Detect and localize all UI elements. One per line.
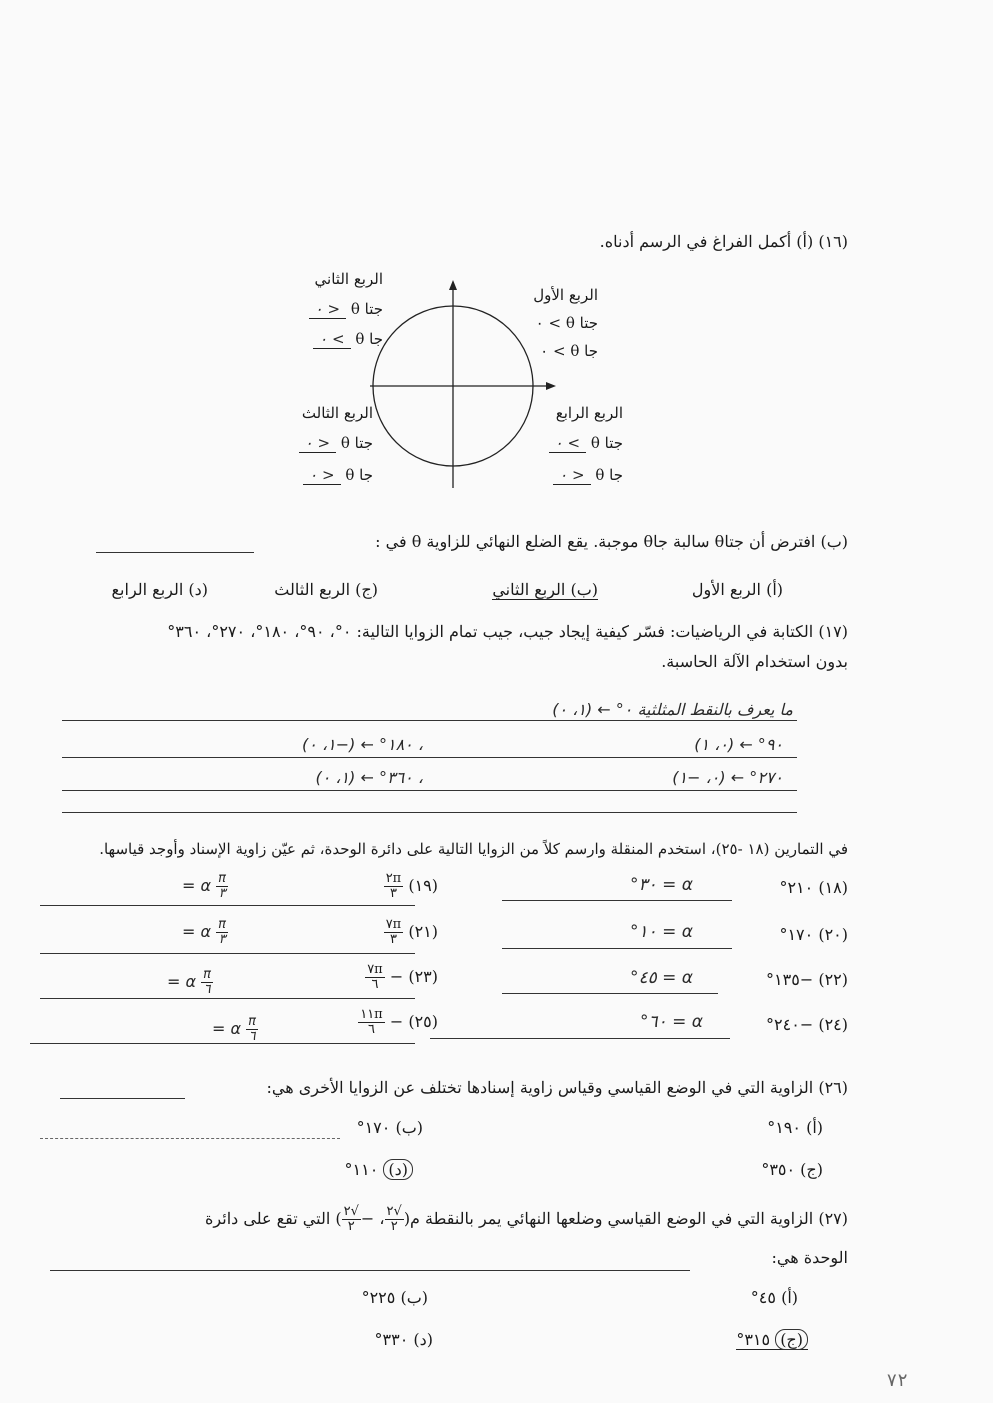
q27-option-b: (ب) ٢٢٥° (361, 1288, 428, 1307)
exercises-intro: في التمارين (١٨ -٢٥)، استخدم المنقلة وارسم كلاً من الزوايا التالية على دائرة الوحدة، ثم عيّن زاوية الإسناد وأوجد قياسها. (99, 840, 848, 858)
quadrant-third-cos: جتا θ < ٠ (299, 434, 373, 452)
q27-option-d: (د) ٣٣٠° (374, 1330, 433, 1349)
quadrant-fourth-sin: جا θ < ٠ (549, 466, 623, 484)
quadrant-fourth-title: الربع الرابع (555, 404, 623, 422)
q17-handwritten-2b: ، ١٨٠° ← (−١، ٠) (302, 735, 423, 754)
ex20-answer: α = ١٠° (629, 922, 693, 942)
q26-dashed-line (40, 1138, 340, 1139)
q16-option-b: (ب) الربع الثاني (492, 580, 598, 599)
y-axis-arrow (449, 280, 457, 290)
quadrant-first-cos: جتا θ > ٠ (535, 314, 598, 332)
ex19-line (40, 905, 415, 906)
q17-handwritten-3b: ، ٣٦٠° ← (١، ٠) (315, 768, 423, 787)
ex23-answer: $\frac{\pi}{٦}$ α = (167, 967, 211, 997)
q17-line-b (62, 757, 797, 758)
quadrant-third (299, 404, 373, 484)
quadrant-fourth (549, 404, 623, 484)
ex25-line (30, 1043, 415, 1044)
q17-line1: (١٧) الكتابة في الرياضيات: فسّر كيفية إيجاد جيب، جيب تمام الزوايا التالية: ٠°، ٩٠°، ١٨٠°، ٢٧٠°، ٣٦٠° (167, 622, 848, 641)
ex24-line (430, 1038, 730, 1039)
ex21-answer: $\frac{\pi}{٣}$ α = (182, 917, 226, 947)
q27-option-c-label: (ج) (775, 1329, 808, 1350)
q26-answer-line (60, 1098, 185, 1099)
q16-option-a: (أ) الربع الأول (691, 580, 783, 599)
q27-answer-line (50, 1270, 690, 1271)
q17-line-c (62, 790, 797, 791)
q16-option-c: (ج) الربع الثالث (274, 580, 378, 599)
ex20-label: (٢٠) ١٧٠° (779, 925, 848, 944)
ex25-question: (٢٥) − $\frac{١١\pi}{٦}$ (360, 1007, 438, 1037)
q17-line2: بدون استخدام الآلة الحاسبة. (661, 652, 848, 671)
quadrant-first-title: الربع الأول (533, 286, 598, 304)
q16-part-a: (١٦) (أ) أكمل الفراغ في الرسم أدناه. (599, 232, 848, 251)
q27-stem: (٢٧) الزاوية التي في الوضع القياسي وضلعها النهائي يمر بالنقطة م( $\frac{√٢}{٢}$ ، − $\frac{√٢}{٢}$ ) التي تقع على دائرة (205, 1204, 848, 1234)
quadrant-third-sin: جا θ < ٠ (299, 466, 373, 484)
ex23-question: (٢٣) − $\frac{٧\pi}{٦}$ (367, 962, 438, 992)
ex18-label: (١٨) ٢١٠° (779, 878, 848, 897)
q17-line-d (62, 812, 797, 813)
quadrant-second-cos: جتا θ < ٠ (309, 300, 383, 318)
ex19-question: (١٩) $\frac{٢\pi}{٣}$ (385, 871, 438, 901)
q16-option-d: (د) الربع الرابع (111, 580, 208, 599)
ex18-line (502, 900, 732, 901)
quadrant-first-sin: جا θ > ٠ (540, 342, 598, 360)
quadrant-second-title: الربع الثاني (314, 270, 383, 288)
q27-option-a: (أ) ٤٥° (750, 1288, 798, 1307)
ex23-line (40, 998, 415, 999)
q26-stem: (٢٦) الزاوية التي في الوضع القياسي وقياس زاوية إسنادها تختلف عن الزوايا الأخرى هي: (266, 1078, 848, 1097)
q26-option-a: (أ) ١٩٠° (767, 1118, 823, 1137)
q26-option-d: (د) ١١٠° (345, 1160, 413, 1179)
x-axis-arrow (546, 382, 556, 390)
quadrant-second-sin: جا θ > ٠ (309, 330, 383, 348)
quadrant-second (309, 270, 383, 348)
ex25-answer: $\frac{\pi}{٦}$ α = (212, 1014, 256, 1044)
quadrant-fourth-cos: جتا θ > ٠ (549, 434, 623, 452)
unit-circle-diagram (360, 278, 560, 498)
ex20-line (502, 948, 732, 949)
q16-part-b: (ب) افترض أن جتاθ سالبة جاθ موجبة. يقع الضلع النهائي للزاوية θ في : (375, 532, 848, 551)
quadrant-third-title: الربع الثالث (301, 404, 373, 422)
q17-handwritten-3a: ٢٧٠° ← (٠، −١) (672, 768, 783, 787)
ex21-question: (٢١) $\frac{٧\pi}{٣}$ (385, 917, 438, 947)
q26-option-c: (ج) ٣٥٠° (761, 1160, 823, 1179)
q16-b-answer-line (96, 552, 254, 553)
q17-line-a (62, 720, 797, 721)
q26-option-b: (ب) ١٧٠° (356, 1118, 423, 1137)
q17-handwritten-1: ما يعرف بالنقط المثلثية ٠° ← (١، ٠) (552, 700, 793, 719)
page-number: ٧٢ (886, 1370, 908, 1391)
ex21-line (40, 953, 415, 954)
ex18-answer: α = ٣٠° (629, 875, 693, 895)
q26-option-d-label: (د) (383, 1159, 413, 1180)
q27-line2: الوحدة هي: (771, 1248, 848, 1267)
ex22-label: (٢٢) −١٣٥° (766, 970, 848, 989)
quadrant-first (533, 286, 598, 360)
ex22-line (502, 993, 718, 994)
ex24-answer: α = ٦٠° (639, 1012, 703, 1032)
q27-option-c: (ج) ٣١٥° (736, 1330, 808, 1350)
ex22-answer: α = ٤٥° (629, 968, 693, 988)
q17-handwritten-2a: ٩٠° ← (٠، ١) (694, 735, 783, 754)
ex19-answer: $\frac{\pi}{٣}$ α = (182, 871, 226, 901)
ex24-label: (٢٤) −٢٤٠° (766, 1015, 848, 1034)
